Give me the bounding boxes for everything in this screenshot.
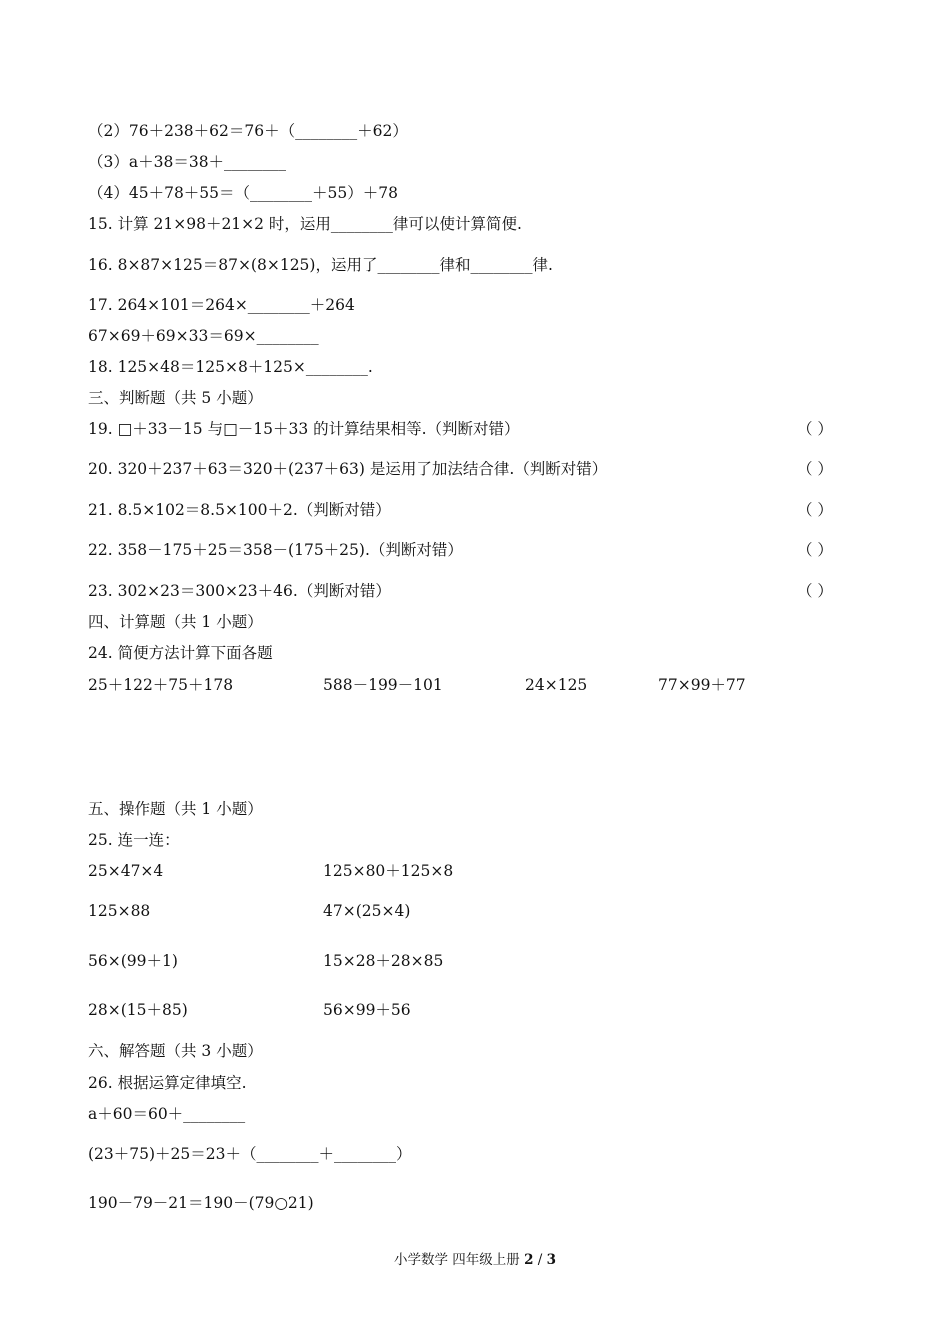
question-24: 24. 简便方法计算下面各题	[88, 644, 273, 662]
question-25: 25. 连一连：	[88, 831, 180, 849]
match-left-3: 56×(99＋1)	[88, 952, 178, 970]
question-26a: a＋60＝60＋________	[88, 1105, 246, 1123]
answer-bracket-22: （ ）	[797, 541, 833, 559]
question-26b: (23＋75)＋25＝23＋（________＋________）	[88, 1145, 412, 1163]
question-15: 15. 计算 21×98＋21×2 时，运用________律可以使计算简便.	[88, 215, 522, 233]
match-right-3: 15×28＋28×85	[323, 952, 444, 970]
question-16: 16. 8×87×125＝87×(8×125)，运用了________律和________律.	[88, 256, 553, 274]
question-18: 18. 125×48＝125×8＋125×________.	[88, 358, 373, 376]
answer-bracket-23: （ ）	[797, 582, 833, 600]
q24-expression-4: 77×99＋77	[658, 676, 746, 694]
section-6-heading: 六、解答题（共 3 小题）	[88, 1042, 263, 1060]
match-right-2: 47×(25×4)	[323, 902, 411, 920]
question-21: 21. 8.5×102＝8.5×100＋2.（判断对错）	[88, 501, 391, 519]
page-footer	[0, 1248, 950, 1268]
question-26c: 190－79－21＝190－(79○21)	[88, 1194, 314, 1212]
q24-expression-1: 25＋122＋75＋178	[88, 676, 234, 694]
item-14-4: （4）45＋78＋55＝（________＋55）＋78	[88, 184, 398, 202]
footer-page-total: 3	[546, 1252, 557, 1268]
question-17a: 17. 264×101＝264×________＋264	[88, 296, 355, 314]
footer-page-number: 2	[524, 1252, 534, 1268]
answer-bracket-19: （ ）	[797, 420, 833, 438]
question-23: 23. 302×23＝300×23＋46.（判断对错）	[88, 582, 391, 600]
match-right-1: 125×80＋125×8	[323, 862, 454, 880]
question-22: 22. 358－175＋25＝358－(175＋25).（判断对错）	[88, 541, 463, 559]
question-17b: 67×69＋69×33＝69×________	[88, 327, 319, 345]
match-left-1: 25×47×4	[88, 862, 164, 880]
q24-expression-3: 24×125	[525, 676, 588, 694]
q24-expression-2: 588－199－101	[323, 676, 443, 694]
question-19: 19. □＋33－15 与□－15＋33 的计算结果相等.（判断对错）	[88, 420, 520, 438]
answer-bracket-21: （ ）	[797, 501, 833, 519]
section-4-heading: 四、计算题（共 1 小题）	[88, 613, 263, 631]
item-14-2: （2）76＋238＋62＝76＋（________＋62）	[88, 122, 408, 140]
footer-separator: /	[533, 1252, 547, 1268]
footer-title: 小学数学 四年级上册	[393, 1252, 520, 1268]
section-3-heading: 三、判断题（共 5 小题）	[88, 389, 263, 407]
match-left-2: 125×88	[88, 902, 151, 920]
match-left-4: 28×(15＋85)	[88, 1001, 188, 1019]
question-26: 26. 根据运算定律填空.	[88, 1074, 247, 1092]
question-20: 20. 320＋237＋63＝320＋(237＋63) 是运用了加法结合律.（判断对错）	[88, 460, 608, 478]
section-5-heading: 五、操作题（共 1 小题）	[88, 800, 263, 818]
item-14-3: （3）a＋38＝38＋________	[88, 153, 287, 171]
match-right-4: 56×99＋56	[323, 1001, 411, 1019]
answer-bracket-20: （ ）	[797, 460, 833, 478]
